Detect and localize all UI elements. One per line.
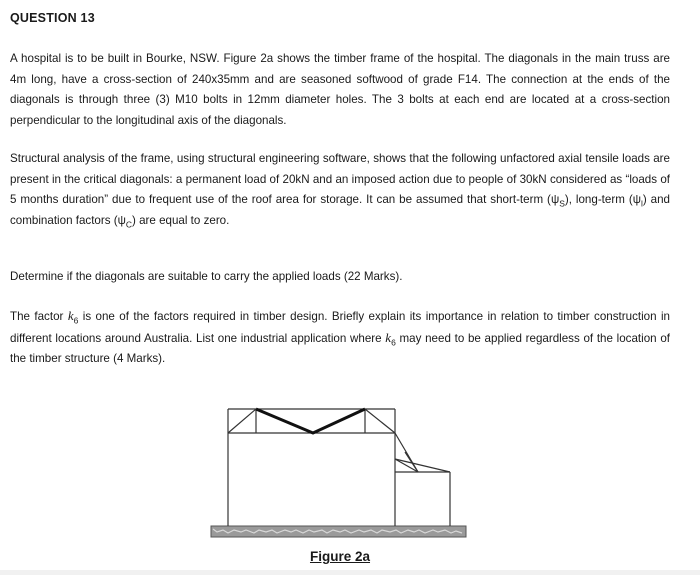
- paragraph-loads: Structural analysis of the frame, using structural engineering software, shows that the following unfactored axial tensile loads are present in the critical diagonals: a permanent load of 20kN and an imposed action due to people of 30kN considered as “loads of 5 months duration” due to frequent use of the roof area for storage. It can be assumed that short-term $(\psi_S)$, long-term $(\psi_l)$ and combination factors $(\psi_C)$ are equal to zero.: [10, 152, 670, 229]
- main-truss-diagonals: [256, 409, 365, 433]
- main-frame: [228, 409, 395, 526]
- figure-caption: Figure 2a: [309, 549, 371, 564]
- ground-slab: [211, 526, 466, 537]
- paragraph-k6-question: The factor $k_6$ is one of the factors required in timber design. Briefly explain its importance in relation to timber construction in different locations around Australia. List one industrial application where $k_6$ may need to be applied regardless of the location of the timber structure (4 Marks).: [10, 308, 671, 365]
- question-title: QUESTION 13: [10, 11, 95, 25]
- page-bottom-edge: [0, 570, 700, 575]
- side-frame: [395, 433, 450, 526]
- paragraph-task: Determine if the diagonals are suitable to carry the applied loads (22 Marks).: [10, 270, 403, 283]
- timber-frame-figure: [200, 400, 480, 550]
- paragraph-intro: A hospital is to be built in Bourke, NSW. Figure 2a shows the timber frame of the hospital. The diagonals in the main truss are 4m long, have a cross-section of 240x35mm and are seasoned softwood of grade F14. The connection at the ends of the diagonals is through three (3) M10 bolts in 12mm diameter holes. The 3 bolts at each end are located at a cross-section perpendicular to the longitudinal axis of the diagonals.: [10, 52, 670, 127]
